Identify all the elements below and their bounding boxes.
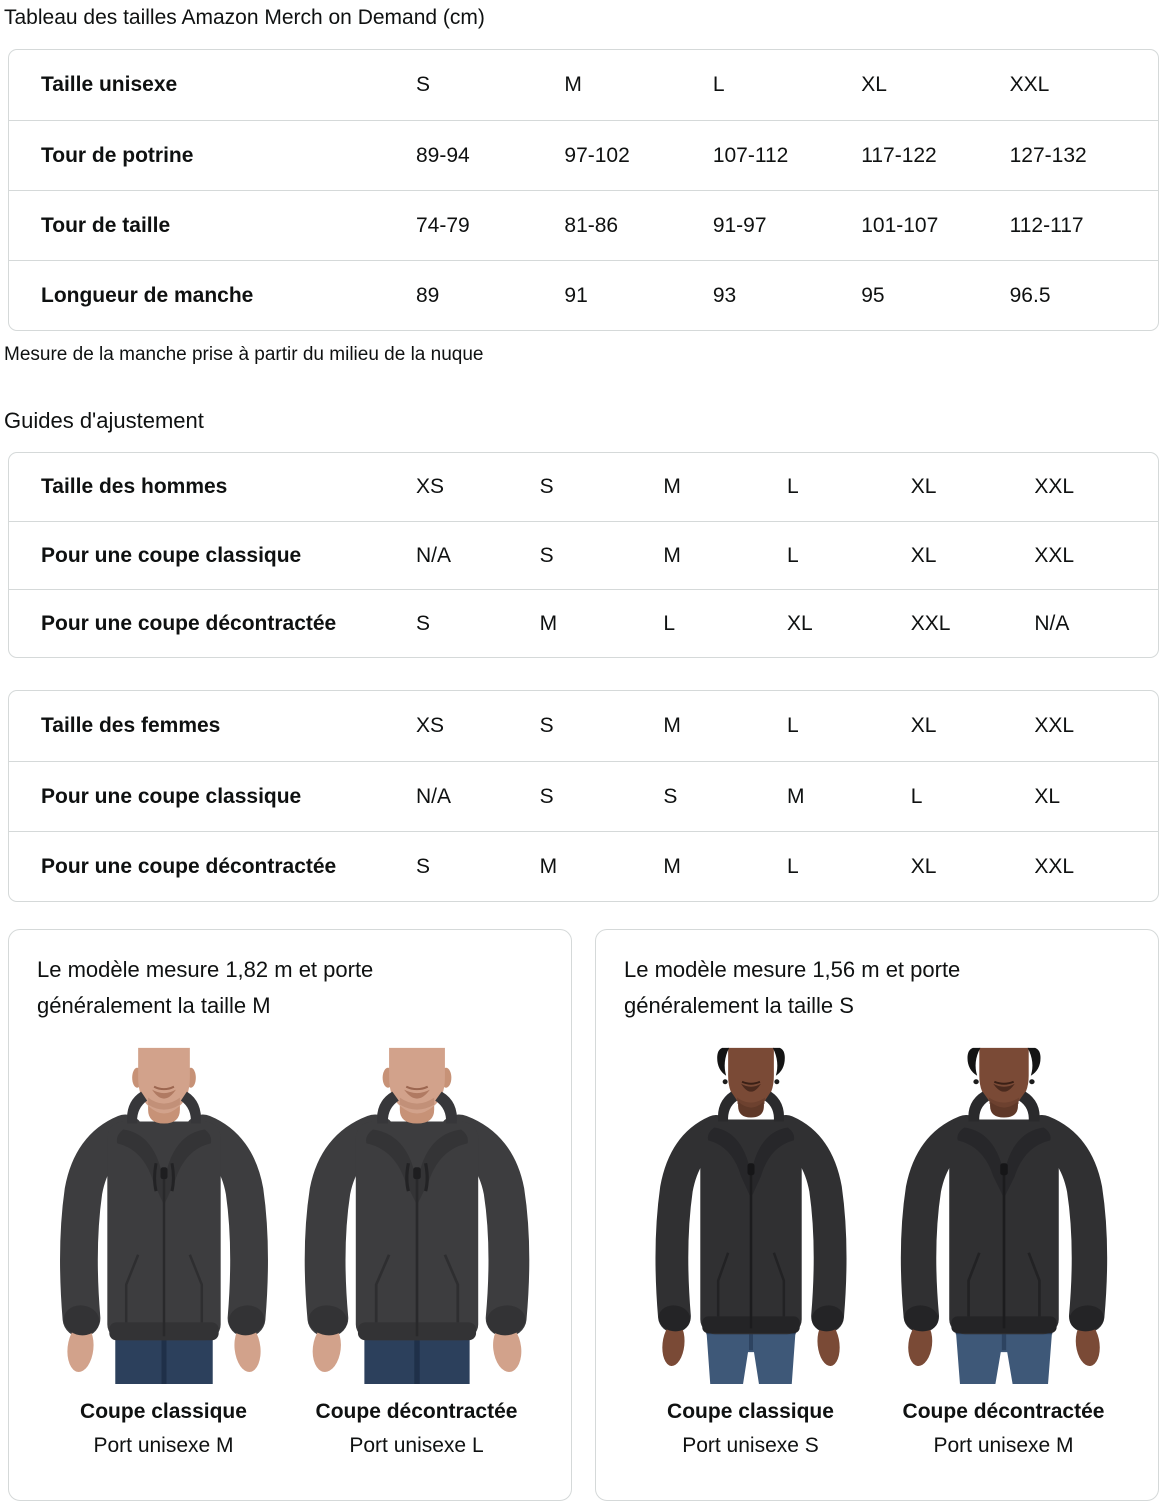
size-cell: XL <box>910 714 937 737</box>
size-cell: XL <box>910 854 937 878</box>
size-cell: N/A <box>416 543 452 567</box>
size-cell: M <box>564 73 582 96</box>
table-row <box>9 589 1158 657</box>
size-cell: 117-122 <box>861 143 937 167</box>
size-cell: M <box>787 784 805 808</box>
size-cell: XXL <box>910 611 951 635</box>
female-model-classic-photo <box>626 1034 876 1384</box>
row-label: Pour une coupe classique <box>41 543 302 567</box>
model-card-female <box>595 929 1159 1501</box>
fit-name-label: Coupe décontractée <box>902 1400 1105 1423</box>
size-worn-label: Port unisexe M <box>93 1434 234 1457</box>
size-worn-label: Port unisexe S <box>682 1434 819 1457</box>
size-cell: L <box>910 784 923 808</box>
size-cell: S <box>539 475 554 498</box>
size-cell: L <box>787 475 799 498</box>
size-cell: XL <box>1034 784 1061 808</box>
fit-name-label: Coupe décontractée <box>315 1400 518 1423</box>
table-row <box>9 190 1158 260</box>
size-worn-label: Port unisexe M <box>933 1434 1074 1457</box>
size-cell: M <box>663 714 681 737</box>
model-card-description: Le modèle mesure 1,82 m et porte généralement la taille M <box>37 957 374 1018</box>
table-row <box>9 521 1158 589</box>
size-cell: 74-79 <box>416 213 470 237</box>
size-cell: S <box>539 784 554 808</box>
size-cell: XL <box>910 543 937 567</box>
row-label: Taille unisexe <box>41 73 178 96</box>
size-cell: S <box>663 784 678 808</box>
size-cell: 97-102 <box>564 143 630 167</box>
fit-name-label: Coupe classique <box>80 1400 247 1423</box>
size-cell: 96.5 <box>1009 283 1051 307</box>
size-cell: S <box>539 714 554 737</box>
male-model-classic-photo <box>39 1034 289 1384</box>
size-cell: M <box>663 543 681 567</box>
size-cell: 91-97 <box>712 213 767 237</box>
size-cell: 81-86 <box>564 213 619 237</box>
row-label: Pour une coupe décontractée <box>41 611 337 635</box>
size-cell: L <box>712 73 725 96</box>
size-cell: XL <box>787 611 813 635</box>
row-label: Pour une coupe classique <box>41 784 302 808</box>
size-cell: 112-117 <box>1009 213 1084 237</box>
size-cell: 93 <box>712 283 737 307</box>
sleeve-note: Mesure de la manche prise à partir du milieu de la nuque <box>4 344 484 365</box>
men-fit-table <box>8 452 1159 658</box>
size-cell: M <box>663 475 681 498</box>
model-figure <box>290 1034 543 1458</box>
size-worn-label: Port unisexe L <box>349 1434 484 1457</box>
size-cell: XXL <box>1009 73 1050 96</box>
row-label: Tour de potrine <box>41 143 194 167</box>
table-row <box>9 453 1158 521</box>
size-cell: XS <box>416 475 445 498</box>
model-cards <box>8 929 1159 1501</box>
size-cell: M <box>539 854 558 878</box>
size-cell: 127-132 <box>1009 143 1087 167</box>
size-cell: XXL <box>1034 475 1075 498</box>
model-figure <box>624 1034 877 1458</box>
model-figures <box>624 1034 1130 1458</box>
size-cell: M <box>539 611 558 635</box>
size-cell: N/A <box>1034 611 1070 635</box>
fit-name-label: Coupe classique <box>667 1400 834 1423</box>
row-label: Longueur de manche <box>41 283 254 307</box>
fit-guides-heading: Guides d'ajustement <box>4 408 204 433</box>
model-card-description: Le modèle mesure 1,56 m et porte généralement la taille S <box>624 957 961 1018</box>
table-row <box>9 50 1158 120</box>
size-cell: XXL <box>1034 854 1075 878</box>
table-row <box>9 120 1158 190</box>
size-cell: XXL <box>1034 714 1075 737</box>
table-row <box>9 831 1158 901</box>
women-fit-table <box>8 690 1159 902</box>
size-cell: 95 <box>861 283 885 307</box>
model-figure <box>877 1034 1130 1458</box>
size-cell: S <box>416 854 431 878</box>
size-cell: 91 <box>564 283 588 307</box>
size-cell: L <box>663 611 676 635</box>
size-cell: S <box>539 543 554 567</box>
size-cell: 89-94 <box>416 143 470 167</box>
table-row <box>9 260 1158 330</box>
unisex-size-table <box>8 49 1159 331</box>
size-cell: XS <box>416 714 445 737</box>
model-figure <box>37 1034 290 1458</box>
model-card-male <box>8 929 572 1501</box>
size-cell: S <box>416 611 431 635</box>
size-cell: 107-112 <box>712 143 789 167</box>
table-row <box>9 691 1158 761</box>
size-cell: S <box>416 73 431 96</box>
row-label: Taille des femmes <box>41 714 221 737</box>
size-cell: L <box>787 714 799 737</box>
size-cell: 89 <box>416 283 440 307</box>
page-title: Tableau des tailles Amazon Merch on Demand (cm) <box>4 6 485 29</box>
size-cell: XL <box>910 475 937 498</box>
female-model-relaxed-photo <box>879 1034 1129 1384</box>
table-row <box>9 761 1158 831</box>
row-label: Tour de taille <box>41 213 171 237</box>
male-model-relaxed-photo <box>292 1034 542 1384</box>
row-label: Taille des hommes <box>41 475 228 498</box>
size-cell: M <box>663 854 681 878</box>
model-figures <box>37 1034 543 1458</box>
size-cell: L <box>787 854 799 878</box>
row-label: Pour une coupe décontractée <box>41 854 337 878</box>
size-cell: XXL <box>1034 543 1075 567</box>
size-cell: XL <box>861 73 887 96</box>
size-cell: 101-107 <box>861 213 939 237</box>
size-cell: N/A <box>416 784 452 808</box>
size-cell: L <box>787 543 799 567</box>
